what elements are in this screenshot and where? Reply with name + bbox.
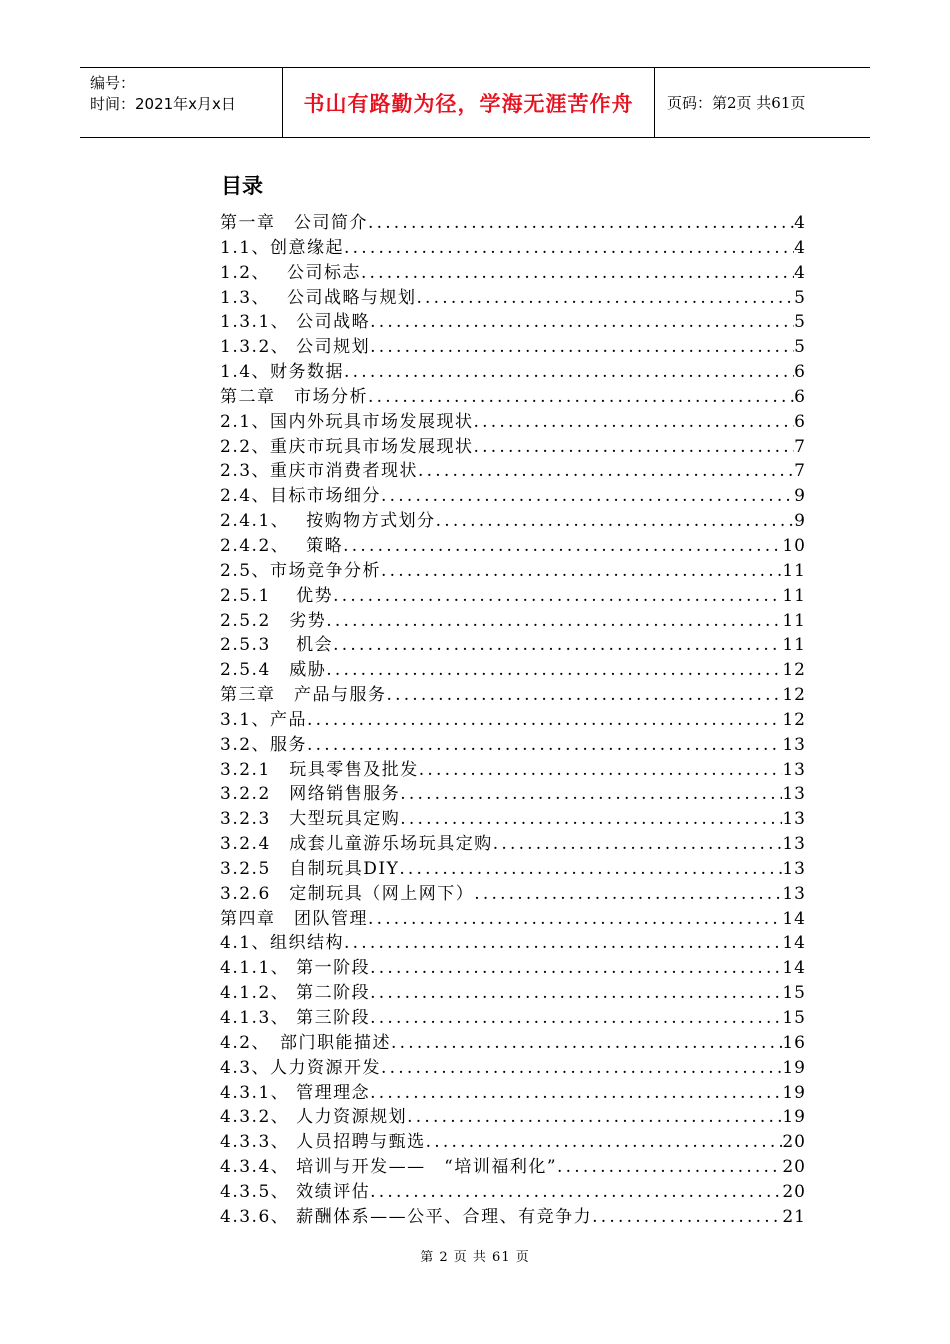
toc-entry-page: 16	[782, 1032, 806, 1053]
toc-entry-page: 12	[782, 660, 806, 681]
toc-entry-label: 2.5、市场竞争分析	[220, 560, 382, 581]
toc-dot-leader	[426, 1132, 783, 1152]
toc-entry[interactable]	[220, 1127, 806, 1152]
toc-dot-leader	[368, 909, 782, 929]
toc-entry-label: 2.4、目标市场细分	[220, 486, 382, 507]
toc-entry-label: 2.5.1 优势	[220, 585, 334, 606]
toc-entry[interactable]	[220, 1028, 806, 1053]
toc-entry[interactable]	[220, 307, 806, 332]
toc-entry-label: 4.2、 部门职能描述	[220, 1032, 392, 1053]
toc-entry[interactable]	[220, 829, 806, 854]
toc-entry[interactable]	[220, 233, 806, 258]
toc-entry-page: 13	[782, 734, 806, 755]
toc-entry-label: 4.1、组织结构	[220, 933, 345, 954]
toc-entry[interactable]	[220, 755, 806, 780]
toc-entry[interactable]	[220, 581, 806, 606]
toc-dot-leader	[326, 611, 782, 631]
toc-entry-label: 2.4.1、 按购物方式划分	[220, 511, 436, 532]
toc-entry-page: 13	[782, 784, 806, 805]
toc-entry[interactable]	[220, 456, 806, 481]
toc-dot-leader	[418, 461, 794, 481]
toc-dot-leader	[344, 933, 782, 953]
toc-entry-page: 6	[794, 362, 806, 383]
toc-entry[interactable]	[220, 283, 806, 308]
toc-dot-leader	[370, 1008, 782, 1028]
toc-entry-page: 14	[782, 908, 806, 929]
toc-dot-leader	[592, 1207, 782, 1227]
toc-entry-label: 2.5.2 劣势	[220, 610, 327, 631]
toc-entry-page: 20	[782, 1181, 806, 1202]
toc-dot-leader	[381, 561, 782, 581]
toc-dot-leader	[381, 486, 794, 506]
header-motto: 书山有路勤为径，学海无涯苦作舟	[303, 91, 634, 116]
page-info-text: 页码：第2页 共61页	[667, 94, 806, 112]
toc-entry-page: 4	[794, 237, 806, 258]
toc-dot-leader	[391, 1033, 782, 1053]
toc-entry-page: 9	[794, 511, 806, 532]
toc-entry[interactable]	[220, 1003, 806, 1028]
toc-entry-page: 13	[782, 858, 806, 879]
toc-entry[interactable]	[220, 481, 806, 506]
toc-entry-label: 2.2、重庆市玩具市场发展现状	[220, 436, 474, 457]
toc-entry-label: 3.2.3 大型玩具定购	[220, 809, 401, 830]
toc-entry[interactable]	[220, 730, 806, 755]
toc-entry-page: 13	[782, 883, 806, 904]
toc-entry-label: 4.3、人力资源开发	[220, 1057, 382, 1078]
toc-entry-label: 1.2、 公司标志	[220, 262, 361, 283]
toc-entry[interactable]	[220, 630, 806, 655]
toc-entry[interactable]	[220, 854, 806, 879]
toc-dot-leader	[370, 1083, 782, 1103]
toc-dot-leader	[307, 710, 782, 730]
toc-dot-leader	[344, 238, 794, 258]
toc-entry-page: 9	[794, 486, 806, 507]
toc-entry[interactable]	[220, 432, 806, 457]
toc-entry-page: 10	[782, 535, 806, 556]
toc-dot-leader	[387, 685, 783, 705]
toc-dot-leader	[333, 586, 782, 606]
toc-entry[interactable]	[220, 1102, 806, 1127]
toc-entry-label: 1.3.2、 公司规划	[220, 337, 371, 358]
toc-entry-label: 3.2、服务	[220, 734, 308, 755]
toc-dot-leader	[370, 958, 782, 978]
toc-entry-page: 13	[782, 834, 806, 855]
toc-entry[interactable]	[220, 928, 806, 953]
toc-entry-page: 11	[782, 610, 806, 631]
toc-entry-label: 2.3、重庆市消费者现状	[220, 461, 419, 482]
toc-dot-leader	[307, 735, 782, 755]
toc-entry-page: 6	[794, 386, 806, 407]
toc-entry-label: 3.2.6 定制玩具（网上网下）	[220, 883, 475, 904]
header-page-info	[655, 68, 870, 137]
toc-dot-leader	[370, 1182, 782, 1202]
toc-entry-label: 第一章 公司简介	[220, 213, 368, 233]
toc-dot-leader	[399, 859, 782, 879]
document-date: 时间：2021年x月x日	[90, 95, 236, 113]
toc-entry[interactable]	[220, 556, 806, 581]
toc-dot-leader	[419, 760, 783, 780]
toc-entry[interactable]	[220, 506, 806, 531]
toc-entry-label: 4.3.5、 效绩评估	[220, 1181, 371, 1202]
toc-entry-page: 14	[782, 958, 806, 979]
toc-entry-label: 1.1、创意缘起	[220, 237, 345, 258]
toc-entry[interactable]	[220, 1152, 806, 1177]
toc-entry-page: 4	[794, 262, 806, 283]
toc-entry-label: 2.5.4 威胁	[220, 660, 327, 681]
toc-entry-page: 5	[794, 312, 806, 333]
toc-entry-label: 1.3.1、 公司战略	[220, 312, 371, 333]
toc-entry-label: 2.5.3 机会	[220, 635, 334, 656]
toc-entry[interactable]	[220, 1202, 806, 1227]
toc-entry-label: 4.3.3、 人员招聘与甄选	[220, 1132, 426, 1153]
toc-dot-leader	[370, 337, 794, 357]
toc-entry[interactable]	[220, 1177, 806, 1202]
toc-entry[interactable]	[220, 606, 806, 631]
toc-entry-label: 第四章 团队管理	[220, 908, 368, 929]
toc-title: 目录	[221, 174, 263, 198]
toc-entry[interactable]	[220, 258, 806, 283]
toc-entry[interactable]	[220, 1053, 806, 1078]
toc-dot-leader	[436, 511, 795, 531]
toc-entry-page: 4	[794, 213, 806, 233]
toc-entry[interactable]	[220, 879, 806, 904]
toc-entry-label: 4.1.1、 第一阶段	[220, 958, 371, 979]
toc-entry-label: 3.2.5 自制玩具DIY	[220, 858, 400, 879]
toc-entry[interactable]	[220, 208, 806, 233]
toc-entry-page: 7	[794, 436, 806, 457]
toc-entry[interactable]	[220, 531, 806, 556]
toc-entry[interactable]	[220, 680, 806, 705]
page-header	[80, 67, 870, 138]
toc-entry-page: 7	[794, 461, 806, 482]
toc-entry-label: 3.1、产品	[220, 709, 308, 730]
toc-entry-page: 11	[782, 560, 806, 581]
toc-entry[interactable]	[220, 1078, 806, 1103]
toc-entry[interactable]	[220, 382, 806, 407]
toc-dot-leader	[474, 412, 795, 432]
document-number-label: 编号：	[90, 74, 136, 92]
toc-dot-leader	[361, 263, 794, 283]
toc-dot-leader	[493, 834, 783, 854]
toc-entry-page: 15	[782, 983, 806, 1004]
toc-entry-label: 4.3.4、 培训与开发—— “培训福利化”	[220, 1157, 558, 1178]
toc-entry[interactable]	[220, 332, 806, 357]
toc-entry-page: 13	[782, 809, 806, 830]
toc-entry-label: 2.1、国内外玩具市场发展现状	[220, 411, 474, 432]
toc-dot-leader	[326, 660, 782, 680]
toc-entry-label: 3.2.4 成套儿童游乐场玩具定购	[220, 834, 493, 855]
toc-entry-page: 19	[782, 1107, 806, 1128]
toc-dot-leader	[368, 387, 794, 407]
toc-entry-label: 1.4、财务数据	[220, 362, 345, 383]
toc-entry[interactable]	[220, 655, 806, 680]
toc-entry-label: 第三章 产品与服务	[220, 685, 387, 706]
toc-entry[interactable]	[220, 978, 806, 1003]
toc-entry-label: 2.4.2、 策略	[220, 535, 344, 556]
toc-entry-label: 1.3、 公司战略与规划	[220, 287, 417, 308]
toc-entry-page: 5	[794, 287, 806, 308]
toc-entry[interactable]	[220, 407, 806, 432]
toc-entry[interactable]	[220, 357, 806, 382]
toc-dot-leader	[400, 809, 782, 829]
table-of-contents	[220, 208, 806, 1227]
toc-entry[interactable]	[220, 705, 806, 730]
toc-dot-leader	[370, 312, 794, 332]
page-footer: 第 2 页 共 61 页	[420, 1250, 530, 1265]
toc-dot-leader	[381, 1058, 782, 1078]
toc-entry-label: 3.2.2 网络销售服务	[220, 784, 401, 805]
toc-entry-page: 19	[782, 1082, 806, 1103]
toc-entry-page: 5	[794, 337, 806, 358]
toc-dot-leader	[368, 213, 794, 233]
toc-dot-leader	[370, 983, 782, 1003]
toc-entry-label: 4.3.6、 薪酬体系——公平、合理、有竞争力	[220, 1206, 593, 1227]
toc-entry[interactable]	[220, 904, 806, 929]
toc-entry-label: 4.1.2、 第二阶段	[220, 983, 371, 1004]
toc-entry[interactable]	[220, 804, 806, 829]
toc-entry-page: 11	[782, 635, 806, 656]
toc-dot-leader	[407, 1107, 782, 1127]
toc-entry-page: 15	[782, 1008, 806, 1028]
toc-entry-page: 13	[782, 759, 806, 780]
toc-entry-label: 4.3.1、 管理理念	[220, 1082, 371, 1103]
toc-entry-page: 12	[782, 685, 806, 706]
header-motto-cell	[282, 68, 655, 137]
toc-dot-leader	[474, 437, 795, 457]
toc-dot-leader	[416, 288, 794, 308]
header-meta	[80, 68, 282, 137]
toc-entry-label: 第二章 市场分析	[220, 386, 368, 407]
toc-entry[interactable]	[220, 779, 806, 804]
toc-entry-label: 4.3.2、 人力资源规划	[220, 1107, 408, 1128]
toc-entry-page: 14	[782, 933, 806, 954]
toc-dot-leader	[343, 536, 782, 556]
toc-dot-leader	[557, 1157, 782, 1177]
toc-entry-page: 21	[782, 1206, 806, 1227]
toc-entry-page: 19	[782, 1057, 806, 1078]
toc-dot-leader	[344, 362, 794, 382]
toc-entry-page: 20	[782, 1157, 806, 1178]
toc-dot-leader	[400, 784, 782, 804]
toc-dot-leader	[474, 884, 782, 904]
toc-dot-leader	[333, 635, 782, 655]
toc-entry-page: 6	[794, 411, 806, 432]
toc-entry-page: 12	[782, 709, 806, 730]
toc-entry[interactable]	[220, 953, 806, 978]
toc-entry-label: 4.1.3、 第三阶段	[220, 1008, 371, 1028]
toc-entry-page: 20	[782, 1132, 806, 1153]
toc-entry-label: 3.2.1 玩具零售及批发	[220, 759, 419, 780]
toc-entry-page: 11	[782, 585, 806, 606]
